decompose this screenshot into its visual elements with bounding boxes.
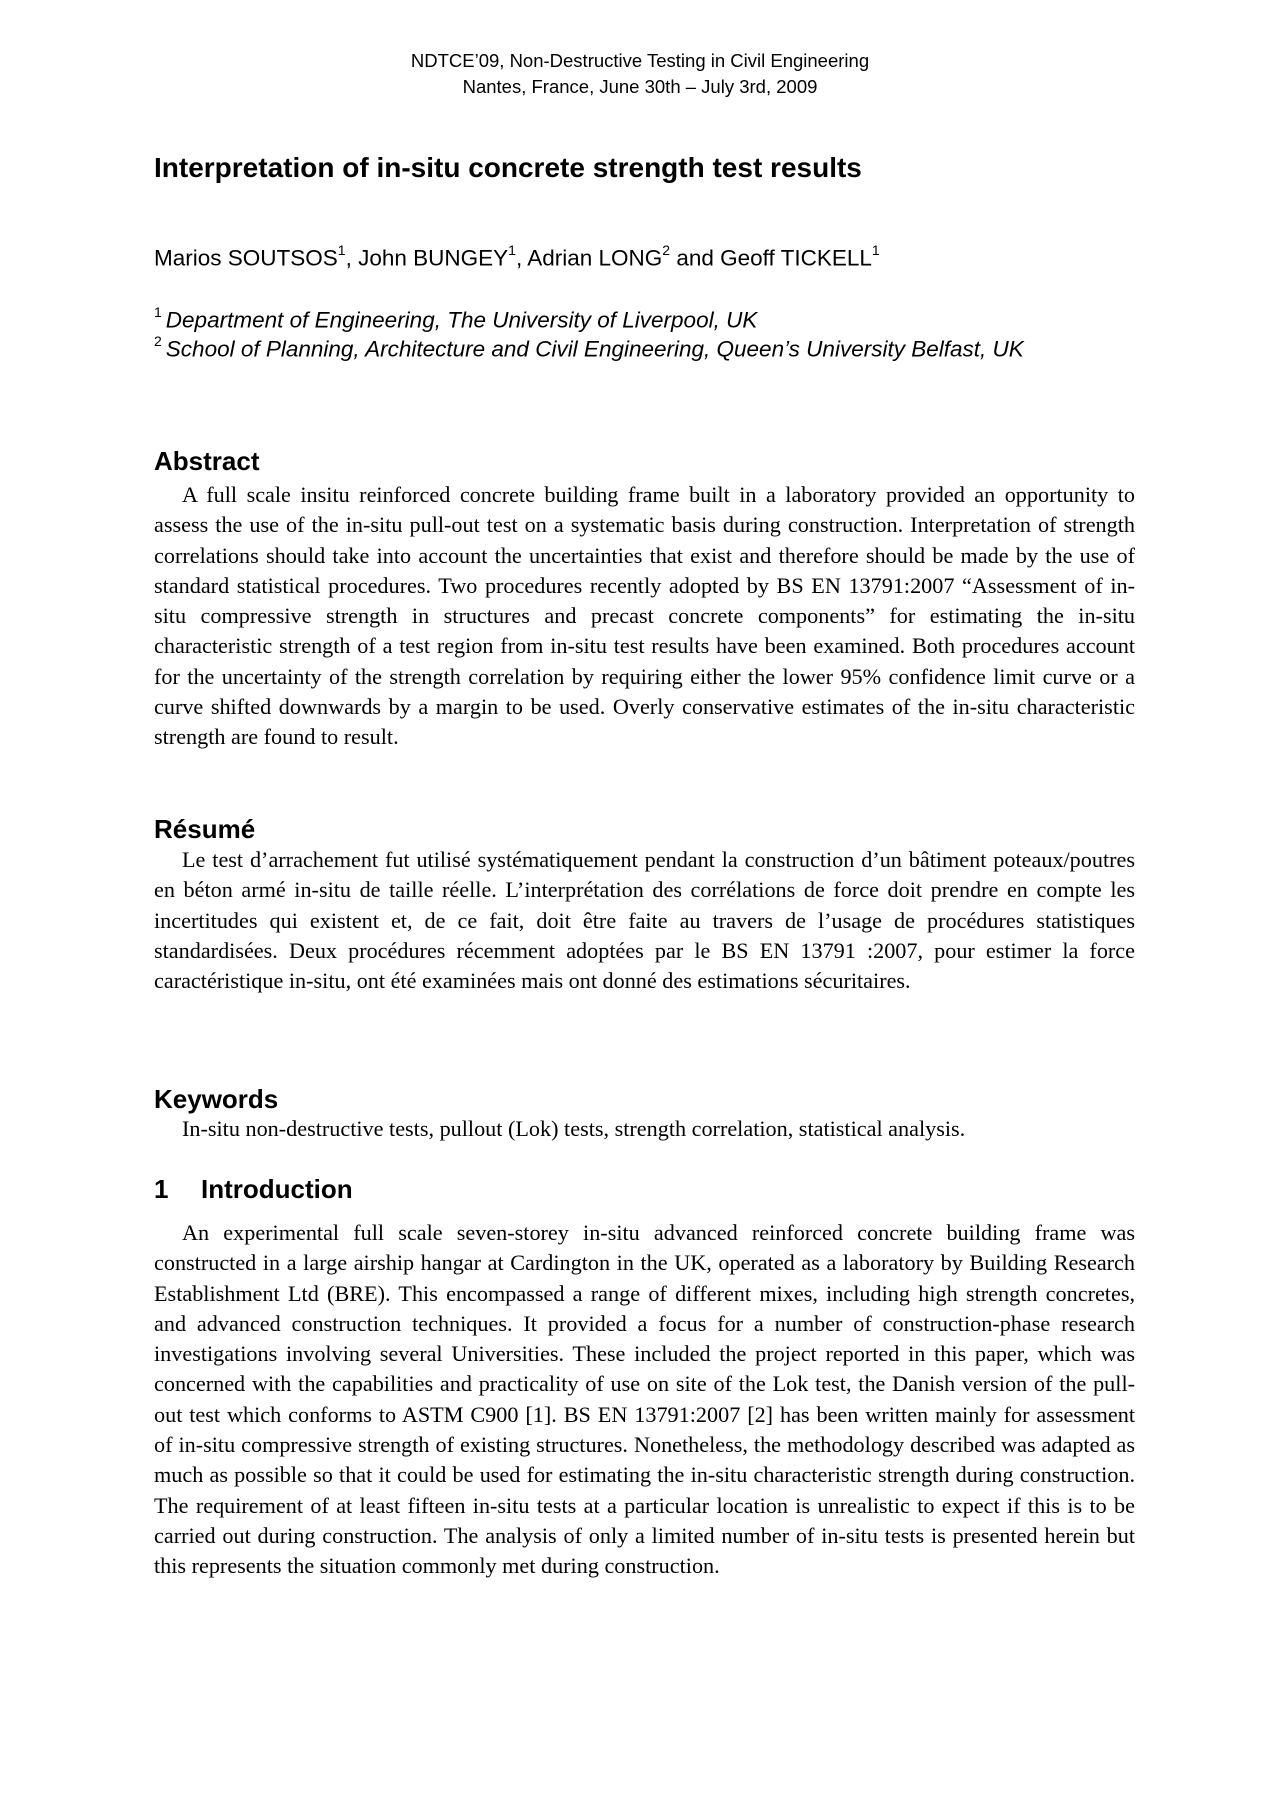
- author-name: Geoff TICKELL: [720, 245, 872, 271]
- affiliation-text: Department of Engineering, The University of Liverpool, UK: [165, 307, 758, 333]
- author-affiliation-marker: 1: [508, 242, 516, 258]
- affiliation-marker: 2: [154, 333, 162, 349]
- author-name: Adrian LONG: [527, 245, 663, 271]
- author-separator: ,: [515, 245, 528, 271]
- author-name: John BUNGEY: [358, 245, 509, 271]
- conference-header-line-2: Nantes, France, June 30th – July 3rd, 2009: [462, 76, 818, 97]
- keywords-heading: Keywords: [154, 1084, 279, 1114]
- affiliation-text: School of Planning, Architecture and Civil Engineering, Queen’s University Belfast, UK: [165, 336, 1024, 362]
- author-separator: ,: [345, 245, 359, 271]
- author-list: [154, 244, 880, 272]
- author-affiliation-marker: 2: [662, 242, 671, 258]
- resume-body: Le test d’arrachement fut utilisé systématiquement pendant la construction d’un bâtiment poteaux/poutres en béton armé in-situ de taille réelle. L’interprétation des corrélations de force doit prendre en compte les incertitudes qui existent et, de ce fait, doit être faite au travers de l’usage de procédures statistiques standardisées. Deux procédures récemment adoptées par le BS EN 13791 :2007, pour estimer la force caractéristique in-situ, ont été examinées mais ont donné des estimations sécuritaires.: [154, 847, 1135, 994]
- author-affiliation-marker: 1: [337, 242, 346, 258]
- introduction-heading: [154, 1174, 353, 1205]
- abstract-heading: Abstract: [154, 446, 260, 476]
- resume-heading: Résumé: [154, 814, 256, 844]
- conference-header-line-1: NDTCE’09, Non-Destructive Testing in Civil Engineering: [410, 50, 870, 71]
- paper-title: Interpretation of in-situ concrete strength test results: [154, 152, 862, 183]
- section-number: 1: [154, 1174, 169, 1204]
- author-separator: and: [670, 245, 721, 271]
- abstract-body: A full scale insitu reinforced concrete building frame built in a laboratory provided an opportunity to assess the use of the in-situ pull-out test on a systematic basis during construction. Interpretation of strength correlations should take into account the uncertainties that exist and therefore should be made by the use of standard statistical procedures. Two procedures recently adopted by BS EN 13791:2007 “Assessment of in-situ compressive strength in structures and precast concrete components” for estimating the in-situ characteristic strength of a test region from in-situ test results have been examined. Both procedures account for the uncertainty of the strength correlation by requiring either the lower 95% confidence limit curve or a curve shifted downwards by a margin to be used. Overly conservative estimates of the in-situ characteristic strength are found to result.: [154, 482, 1135, 750]
- keywords-body: In-situ non-destructive tests, pullout (Lok) tests, strength correlation, statistical analysis.: [182, 1116, 966, 1141]
- affiliation-2: [154, 328, 1134, 365]
- introduction-body: An experimental full scale seven-storey in-situ advanced reinforced concrete building frame was constructed in a large airship hangar at Cardington in the UK, operated as a laboratory by Building Research Establishment Ltd (BRE). This encompassed a range of different mixes, including high strength concretes, and advanced construction techniques. It provided a focus for a number of construction-phase research investigations involving several Universities. These included the project reported in this paper, which was concerned with the capabilities and practicality of use on site of the Lok test, the Danish version of the pull-out test which conforms to ASTM C900 [1]. BS EN 13791:2007 [2] has been written mainly for assessment of in-situ compressive strength of existing structures. Nonetheless, the methodology described was adapted as much as possible so that it could be used for estimating the in-situ characteristic strength during construction. The requirement of at least fifteen in-situ tests at a particular location is unrealistic to expect if this is to be carried out during construction. The analysis of only a limited number of in-situ tests is presented herein but this represents the situation commonly met during construction.: [154, 1220, 1135, 1579]
- affiliation-marker: 1: [154, 304, 162, 320]
- section-title: Introduction: [201, 1174, 353, 1204]
- author-affiliation-marker: 1: [871, 242, 880, 258]
- author-name: Marios SOUTSOS: [154, 245, 338, 271]
